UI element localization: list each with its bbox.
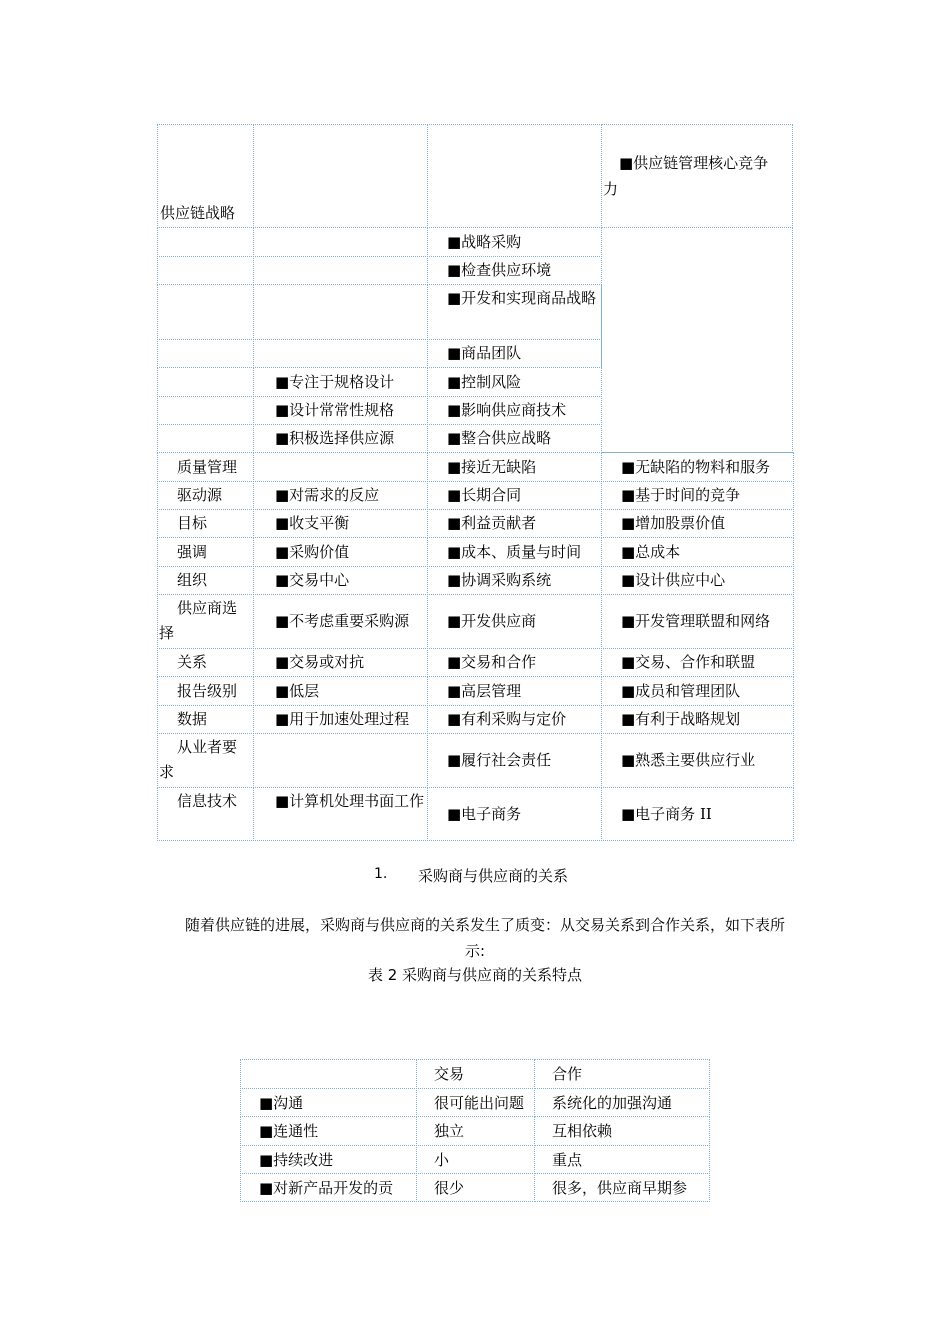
core-competence-cell-text: ■供应链管理核心竞争力 — [603, 154, 769, 198]
table-cell-text: 信息技术 — [177, 792, 238, 810]
table-cell-text: 很少 — [434, 1179, 465, 1197]
table-cell-text: 系统化的加强沟通 — [552, 1094, 673, 1112]
table-cell-text: ■开发供应商 — [447, 612, 537, 630]
table-cell-text: 关系 — [177, 653, 208, 671]
table-cell-text: ■增加股票价值 — [621, 514, 726, 532]
table-cell — [157, 367, 254, 397]
table-cell-text: ■战略采购 — [447, 233, 522, 251]
table-cell-text: ■计算机处理书面工作 — [275, 792, 425, 810]
table-cell-text: ■对新产品开发的贡 — [259, 1179, 394, 1197]
table-cell-text: ■交易中心 — [275, 571, 350, 589]
table-cell — [157, 339, 254, 368]
table-cell-text: 组织 — [177, 571, 208, 589]
row-label-supply-chain-strategy: 供应链战略 — [160, 204, 236, 222]
table-cell — [253, 733, 428, 788]
table-cell-text: ■不考虑重要采购源 — [275, 612, 410, 630]
table-cell-text: ■利益贡献者 — [447, 514, 537, 532]
table-cell-text: ■设计常常性规格 — [275, 401, 395, 419]
table-cell-text: ■总成本 — [621, 543, 681, 561]
table-cell-text: ■有利采购与定价 — [447, 710, 567, 728]
table-cell-text: ■对需求的反应 — [275, 486, 380, 504]
table-cell-text: ■采购价值 — [275, 543, 350, 561]
table-cell — [157, 396, 254, 425]
paragraph-line: 随着供应链的进展，采购商与供应商的关系发生了质变：从交易关系到合作关系，如下表所 — [184, 916, 785, 934]
table-cell-text: ■成员和管理团队 — [621, 682, 741, 700]
paragraph-line: 示: — [464, 942, 486, 960]
table-cell-text: ■积极选择供应源 — [275, 429, 395, 447]
table-cell — [157, 424, 254, 453]
table-cell-text: ■低层 — [275, 682, 320, 700]
table-cell-text: ■交易和合作 — [447, 653, 537, 671]
table-cell-text: 很多，供应商早期参 — [552, 1179, 688, 1197]
table-cell — [157, 284, 254, 340]
table-cell-text: ■开发管理联盟和网络 — [621, 612, 771, 630]
table-cell-text: 从业者要求 — [159, 738, 238, 781]
table-cell-text: ■检查供应环境 — [447, 261, 552, 279]
table-cell — [157, 256, 254, 285]
table-cell — [253, 124, 428, 228]
table-cell-text: ■整合供应战略 — [447, 429, 552, 447]
table-cell-text: 重点 — [552, 1151, 583, 1169]
table-cell-text: ■控制风险 — [447, 373, 522, 391]
table-cell-text: ■专注于规格设计 — [275, 373, 395, 391]
table-cell-text: ■收支平衡 — [275, 514, 350, 532]
table-cell — [240, 1059, 417, 1089]
table-cell-text: 目标 — [177, 514, 208, 532]
table-cell-text: 质量管理 — [177, 458, 238, 476]
table-cell — [253, 284, 428, 340]
table-cell-text: 小 — [434, 1151, 450, 1169]
table-cell-text: ■无缺陷的物料和服务 — [621, 458, 771, 476]
table-cell — [253, 227, 428, 257]
table-cell-text: ■接近无缺陷 — [447, 458, 537, 476]
table-cell — [253, 339, 428, 368]
table-cell-text: 独立 — [434, 1122, 465, 1140]
table-cell-text: ■持续改进 — [259, 1151, 334, 1169]
table-cell-text: ■熟悉主要供应行业 — [621, 751, 756, 769]
table-cell-text: ■高层管理 — [447, 682, 522, 700]
table-cell-text: 报告级别 — [177, 682, 238, 700]
table-cell — [253, 452, 428, 482]
table-cell-text: ■履行社会责任 — [447, 751, 552, 769]
table-cell-text: ■沟通 — [259, 1094, 304, 1112]
table-cell-text: ■协调采购系统 — [447, 571, 552, 589]
table2-caption: 表 2 采购商与供应商的关系特点 — [367, 966, 583, 984]
table-cell-text: ■交易或对抗 — [275, 653, 365, 671]
table-cell-text: 强调 — [177, 543, 208, 561]
table-cell-text: ■交易、合作和联盟 — [621, 653, 756, 671]
table-cell-text: ■用于加速处理过程 — [275, 710, 410, 728]
table-cell-text: ■电子商务 II — [621, 805, 712, 823]
table-cell-text: 驱动源 — [177, 486, 223, 504]
table-cell-text: 很可能出问题 — [434, 1094, 525, 1112]
table-cell-text: ■有利于战略规划 — [621, 710, 741, 728]
section-title: 采购商与供应商的关系 — [418, 867, 569, 885]
table-cell-text: 供应商选择 — [159, 599, 238, 642]
table-cell-text: ■设计供应中心 — [621, 571, 726, 589]
table-cell — [253, 256, 428, 285]
table-cell — [157, 227, 254, 257]
section-number: 1. — [374, 866, 388, 882]
table-cell-text: ■连通性 — [259, 1122, 319, 1140]
table-cell-text: ■开发和实现商品战略 — [447, 289, 597, 307]
table-cell-text: ■基于时间的竞争 — [621, 486, 741, 504]
table-cell-text: ■商品团队 — [447, 344, 522, 362]
table-header-text: 合作 — [552, 1065, 583, 1083]
table-cell-text: 数据 — [177, 710, 208, 728]
table-cell-text: ■成本、质量与时间 — [447, 543, 582, 561]
table-cell-text: 互相依赖 — [552, 1122, 613, 1140]
table-cell — [427, 124, 602, 228]
table-cell-text: ■电子商务 — [447, 805, 522, 823]
table-cell-text: ■影响供应商技术 — [447, 401, 567, 419]
table-cell-text: ■长期合同 — [447, 486, 522, 504]
table-header-text: 交易 — [434, 1065, 465, 1083]
table-cell — [601, 227, 793, 453]
